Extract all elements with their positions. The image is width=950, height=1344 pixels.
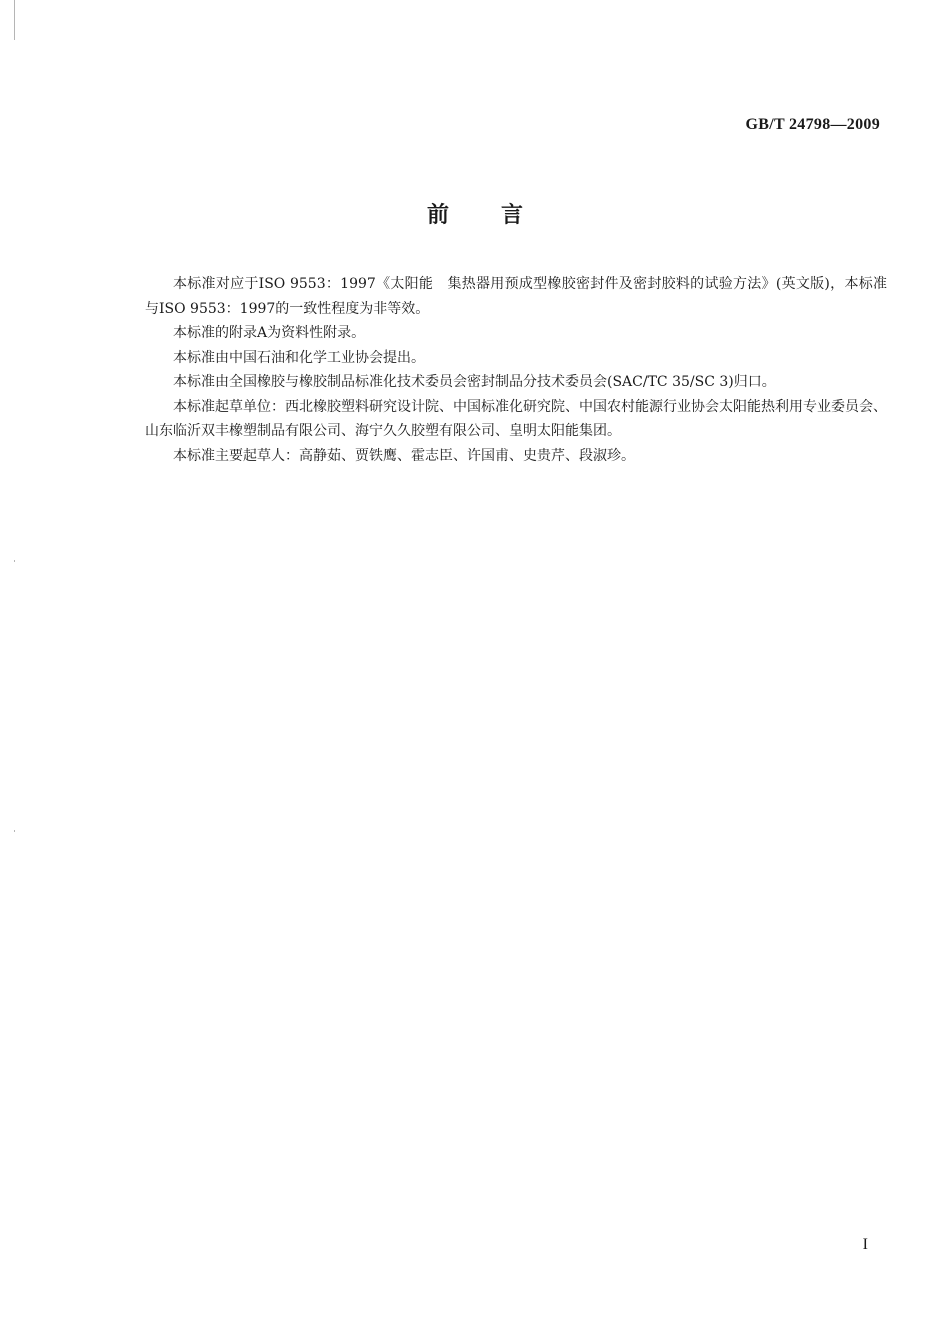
scan-edge-mark	[14, 830, 15, 832]
scan-edge-mark	[14, 0, 15, 40]
paragraph-appendix: 本标准的附录A为资料性附录。	[173, 325, 366, 341]
standard-code: GB/T 24798—2009	[745, 116, 880, 133]
paragraph-committee: 本标准由全国橡胶与橡胶制品标准化技术委员会密封制品分技术委员会(SAC/TC 35/SC 3)归口。	[173, 374, 776, 390]
paragraph-proposer: 本标准由中国石油和化学工业协会提出。	[173, 349, 425, 366]
foreword-body	[145, 272, 887, 468]
page-title: 前言	[426, 203, 575, 228]
scan-edge-mark	[14, 560, 15, 562]
page-number: I	[862, 1236, 868, 1253]
paragraph-drafters: 本标准主要起草人：高静茹、贾铁鹰、霍志臣、许国甫、史贵芹、段淑珍。	[173, 447, 635, 464]
paragraph-drafting-units: 本标准起草单位：西北橡胶塑料研究设计院、中国标准化研究院、中国农村能源行业协会太阳能热利用专业委员会、山东临沂双丰橡塑制品有限公司、海宁久久胶塑有限公司、皇明太阳能集团。	[145, 398, 887, 439]
paragraph-correspondence: 本标准对应于ISO 9553：1997《太阳能 集热器用预成型橡胶密封件及密封胶料的试验方法》(英文版)，本标准与ISO 9553：1997的一致性程度为非等效。	[145, 276, 887, 317]
